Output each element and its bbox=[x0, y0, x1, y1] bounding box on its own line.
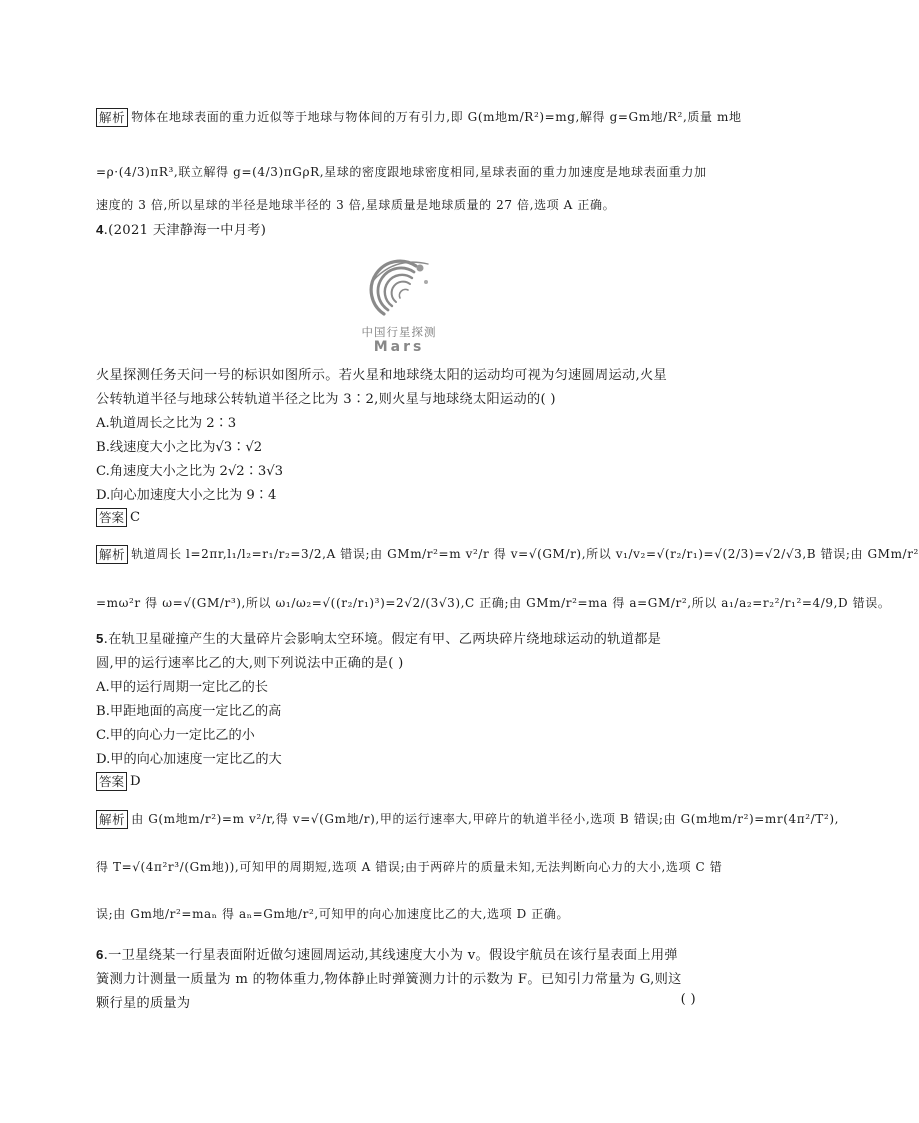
q4-option-a: A.轨道周长之比为 2∶3 bbox=[96, 416, 237, 431]
q5-analysis-text-1: 由 G(m地m/r²)=m v²/r,得 v=√(Gm地/r),甲的运行速率大,甲碎片的轨道半径小,选项 B 错误;由 G(m地m/r²)=mr(4π²/T²), bbox=[131, 812, 840, 826]
answer-tag: 答案 bbox=[96, 772, 127, 791]
q5-analysis-line-2 bbox=[96, 858, 722, 875]
analysis-tag: 解析 bbox=[96, 810, 128, 829]
q3-analysis-line-2 bbox=[96, 163, 707, 180]
analysis-tag: 解析 bbox=[96, 108, 128, 127]
q6-stem-text-1: .一卫星绕某一行星表面附近做匀速圆周运动,其线速度大小为 v。假设宇航员在该行星表面上用弹 bbox=[103, 948, 678, 963]
q4-analysis-text-2: =mω²r 得 ω=√(GM/r³),所以 ω₁/ω₂=√((r₂/r₁)³)=2√2/(3√3),C 正确;由 GMm/r²=ma 得 a=GM/r²,所以 a₁/a₂=r₂²/r₁²=4/9,D 错误。 bbox=[96, 596, 891, 610]
mars-logo-graphic bbox=[354, 252, 444, 324]
q6-number: 6 bbox=[96, 947, 104, 962]
q4-stem-line-2: 公转轨道半径与地球公转轨道半径之比为 3∶2,则火星与地球绕太阳运动的( ) bbox=[96, 392, 556, 407]
logo-cn-text: 中国行星探测 bbox=[361, 325, 437, 339]
q5-answer bbox=[96, 772, 141, 791]
q5-answer-value: D bbox=[130, 774, 141, 789]
q4-option-d: D.向心加速度大小之比为 9∶4 bbox=[96, 488, 277, 503]
q6-stem-line-1 bbox=[96, 944, 678, 963]
q4-analysis-text-1: 轨道周长 l=2πr,l₁/l₂=r₁/r₂=3/2,A 错误;由 GMm/r²=m v²/r 得 v=√(GM/r),所以 v₁/v₂=√(r₂/r₁)=√(2/3)=√2/√3,B 错误;由 GMm/r² bbox=[131, 547, 919, 561]
q5-option-a: A.甲的运行周期一定比乙的长 bbox=[96, 680, 268, 695]
q4-option-c: C.角速度大小之比为 2√2∶3√3 bbox=[96, 464, 284, 479]
q4-analysis-line-1 bbox=[96, 545, 919, 564]
q5-option-c: C.甲的向心力一定比乙的小 bbox=[96, 728, 255, 743]
q6-stem-line-3: 颗行星的质量为 bbox=[96, 996, 191, 1011]
q4-analysis-line-2 bbox=[96, 594, 890, 611]
q4-answer bbox=[96, 508, 140, 527]
logo-en-text: Mars bbox=[373, 339, 425, 355]
q3-analysis-line-3 bbox=[96, 196, 615, 213]
q5-number: 5 bbox=[96, 631, 104, 646]
q5-analysis-text-3: 误;由 Gm地/r²=maₙ 得 aₙ=Gm地/r²,可知甲的向心加速度比乙的大,选项 D 正确。 bbox=[96, 907, 570, 921]
analysis-tag: 解析 bbox=[96, 545, 128, 564]
mars-mission-logo bbox=[354, 252, 444, 358]
q3-analysis-line-1 bbox=[96, 108, 742, 127]
q4-header bbox=[96, 219, 266, 238]
q5-option-d: D.甲的向心加速度一定比乙的大 bbox=[96, 752, 282, 767]
q5-stem-line-1 bbox=[96, 628, 661, 647]
q5-analysis-line-3 bbox=[96, 905, 569, 922]
q4-number: 4 bbox=[96, 222, 104, 237]
q6-stem-line-2: 簧测力计测量一质量为 m 的物体重力,物体静止时弹簧测力计的示数为 F。已知引力常量为 G,则这 bbox=[96, 972, 682, 987]
q4-stem-line-1: 火星探测任务天问一号的标识如图所示。若火星和地球绕太阳的运动均可视为匀速圆周运动,火星 bbox=[96, 368, 667, 383]
q4-option-b: B.线速度大小之比为√3∶√2 bbox=[96, 440, 263, 455]
q3-analysis-text-1: 物体在地球表面的重力近似等于地球与物体间的万有引力,即 G(m地m/R²)=mg,解得 g=Gm地/R²,质量 m地 bbox=[131, 110, 742, 124]
q3-analysis-text-3: 速度的 3 倍,所以星球的半径是地球半径的 3 倍,星球质量是地球质量的 27 倍,选项 A 正确。 bbox=[96, 198, 616, 212]
q5-option-b: B.甲距地面的高度一定比乙的高 bbox=[96, 704, 282, 719]
q5-analysis-line-1 bbox=[96, 810, 839, 829]
q5-stem-line-2: 圆,甲的运行速率比乙的大,则下列说法中正确的是( ) bbox=[96, 656, 404, 671]
q5-analysis-text-2: 得 T=√(4π²r³/(Gm地)),可知甲的周期短,选项 A 错误;由于两碎片的质量未知,无法判断向心力的大小,选项 C 错 bbox=[96, 860, 723, 874]
q3-analysis-text-2: =ρ·(4/3)πR³,联立解得 g=(4/3)πGρR,星球的密度跟地球密度相同,星球表面的重力加速度是地球表面重力加 bbox=[96, 165, 707, 179]
q5-stem-text-1: .在轨卫星碰撞产生的大量碎片会影响太空环境。假定有甲、乙两块碎片绕地球运动的轨道都是 bbox=[103, 632, 662, 647]
q6-answer-paren: ( ) bbox=[680, 992, 696, 1007]
answer-tag: 答案 bbox=[96, 508, 127, 527]
q4-source: .(2021 天津静海一中月考) bbox=[103, 223, 267, 238]
q4-answer-value: C bbox=[130, 510, 141, 525]
